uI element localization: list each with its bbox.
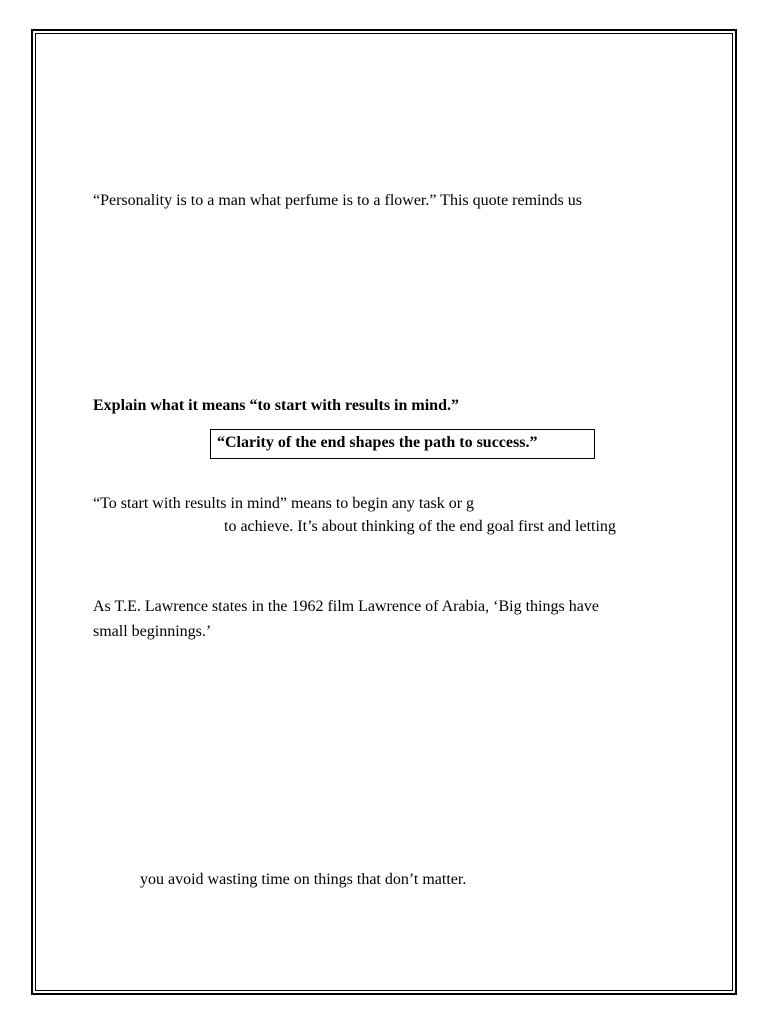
- lawrence-line-2: small beginnings.’: [93, 623, 212, 640]
- question-heading: Explain what it means “to start with results in mind.”: [93, 397, 459, 414]
- closing-line: you avoid wasting time on things that don’t matter.: [140, 871, 467, 888]
- intro-line: “Personality is to a man what perfume is to a flower.” This quote reminds us: [93, 192, 582, 209]
- answer-line-2: to achieve. It’s about thinking of the end goal first and letting: [224, 518, 616, 535]
- lawrence-line-1: As T.E. Lawrence states in the 1962 film Lawrence of Arabia, ‘Big things have: [93, 598, 599, 615]
- answer-line-1: “To start with results in mind” means to begin any task or g: [93, 495, 475, 512]
- boxed-quote: “Clarity of the end shapes the path to success.”: [210, 429, 595, 459]
